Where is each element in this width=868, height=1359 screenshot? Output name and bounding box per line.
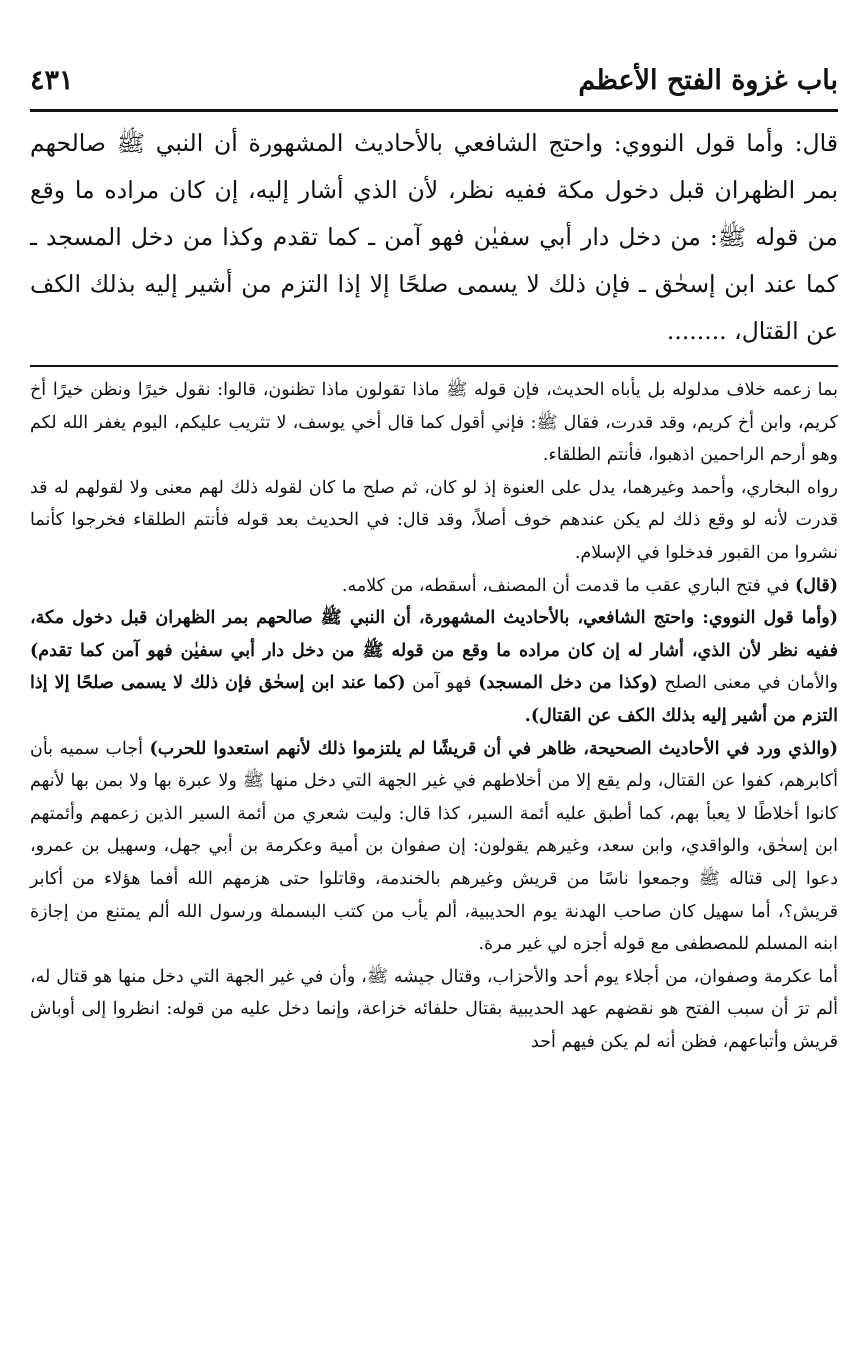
commentary-paragraph	[30, 374, 838, 472]
page-number: ٤٣١	[30, 64, 74, 96]
quoted-text-segment: (كما عند ابن إسحٰق فإن ذلك لا يسمى صلحًا إلا إذا التزم من أشير إليه بذلك الكف عن القتال).	[30, 673, 838, 726]
commentary-segment: في فتح الباري عقب ما قدمت أن المصنف، أسقطه، من كلامه.	[341, 575, 796, 596]
main-text	[30, 120, 838, 355]
header-rule	[30, 109, 838, 112]
commentary-paragraph	[30, 961, 838, 1059]
commentary-paragraph	[30, 733, 838, 961]
quoted-text-segment: (وأما قول النووي: واحتج الشافعي، بالأحاديث المشهورة، أن النبي ﷺ صالحهم بمر الظهران قبل دخول مكة، ففيه نظر لأن الذي، أشار له إن كان مراده ما وقع من قوله ﷺ من دخل دار أبي سفيٰن فهو آمن كما تقدم)	[30, 608, 838, 661]
commentary-segment: بما زعمه خلاف مدلوله بل يأباه الحديث، فإن قوله ﷺ ماذا تقولون ماذا تظنون، قالوا: نقول خيرًا ونظن خيرًا أخ كريم، وابن أخ كريم، وقد قدرت، فقال ﷺ: فإني أقول كما قال أخي يوسف، لا تثريب عليكم، اليوم يغفر الله لكم وهو أرحم الراحمين اذهبوا، فأنتم الطلقاء.	[30, 380, 838, 466]
commentary-segment: والأمان في معنى الصلح	[657, 673, 838, 694]
quoted-text-segment: (والذي ورد في الأحاديث الصحيحة، ظاهر في أن قريشًا لم يلتزموا ذلك لأنهم استعدوا للحرب)	[149, 738, 838, 759]
commentary-segment: فهو آمن	[405, 673, 479, 694]
text-separator-rule	[30, 365, 838, 367]
chapter-title: باب غزوة الفتح الأعظم	[578, 64, 838, 96]
page-header	[30, 52, 838, 108]
commentary-paragraph	[30, 602, 838, 732]
commentary-text	[30, 374, 838, 1058]
quoted-text-segment: (قال)	[795, 575, 838, 596]
quoted-text-segment: (وكذا من دخل المسجد)	[478, 673, 658, 694]
main-text-paragraph: قال: وأما قول النووي: واحتج الشافعي بالأحاديث المشهورة أن النبي ﷺ صالحهم بمر الظهران قبل دخول مكة ففيه نظر، لأن الذي أشار إليه، إن كان مراده ما وقع من قوله ﷺ: من دخل دار أبي سفيٰن فهو آمن ـ كما تقدم وكذا من دخل المسجد ـ كما عند ابن إسحٰق ـ فإن ذلك لا يسمى صلحًا إلا إذا التزم من أشير إليه بذلك الكف عن القتال، ........	[30, 129, 838, 345]
commentary-segment: أما عكرمة وصفوان، من أجلاء يوم أحد والأحزاب، وقتال جيشه ﷺ، وأن في غير الجهة التي دخل منها هو قتال له، ألم ترَ أن سبب الفتح هو نقضهم عهد الحديبية بقتال حلفائه خزاعة، وإنما دخل عليه من قوله: انظروا إلى أوباش قريش وأتباعهم، فظن أنه لم يكن فيهم أحد	[30, 966, 838, 1052]
commentary-paragraph	[30, 472, 838, 570]
commentary-paragraph	[30, 570, 838, 603]
commentary-segment: أجاب سميه بأن أكابرهم، كفوا عن القتال، ولم يقع إلا من أخلاطهم في غير الجهة التي دخل منها ﷺ ولا عبرة بها ولا بمن بها لأنهم كانوا أخلاطًا لا يعبأ بهم، كما أطبق عليه أئمة السير، كذا قال: وليت شعري من أئمة السير الذين زعمهم وأئمتهم ابن إسحٰق، والواقدي، وابن سعد، وغيرهم يقولون: إن صفوان بن أمية وعكرمة بن أبي جهل، وسهيل بن عمرو، دعوا إلى قتاله ﷺ وجمعوا ناسًا من قريش وغيرهم بالخندمة، وقاتلوا حتى هزمهم الله أفما هؤلاء من أكابر قريش؟، أما سهيل كان صاحب الهدنة يوم الحديبية، ألم يأب من كتب البسملة ورسول الله ألم يمتنع من إجازة ابنه المسلم للمصطفى مع قوله أجزه لي غير مرة.	[30, 738, 838, 955]
commentary-segment: رواه البخاري، وأحمد وغيرهما، يدل على العنوة إذ لو كان، ثم صلح ما كان لقوله ذلك لهم معنى ولا لقولهم له قد قدرت لأنه لو وقع ذلك لم يكن عندهم خوف أصلاً، وقد قال: في الحديث بعد قوله فأنتم الطلقاء فخرجوا كأنما نشروا من القبور فدخلوا في الإسلام.	[30, 477, 838, 563]
